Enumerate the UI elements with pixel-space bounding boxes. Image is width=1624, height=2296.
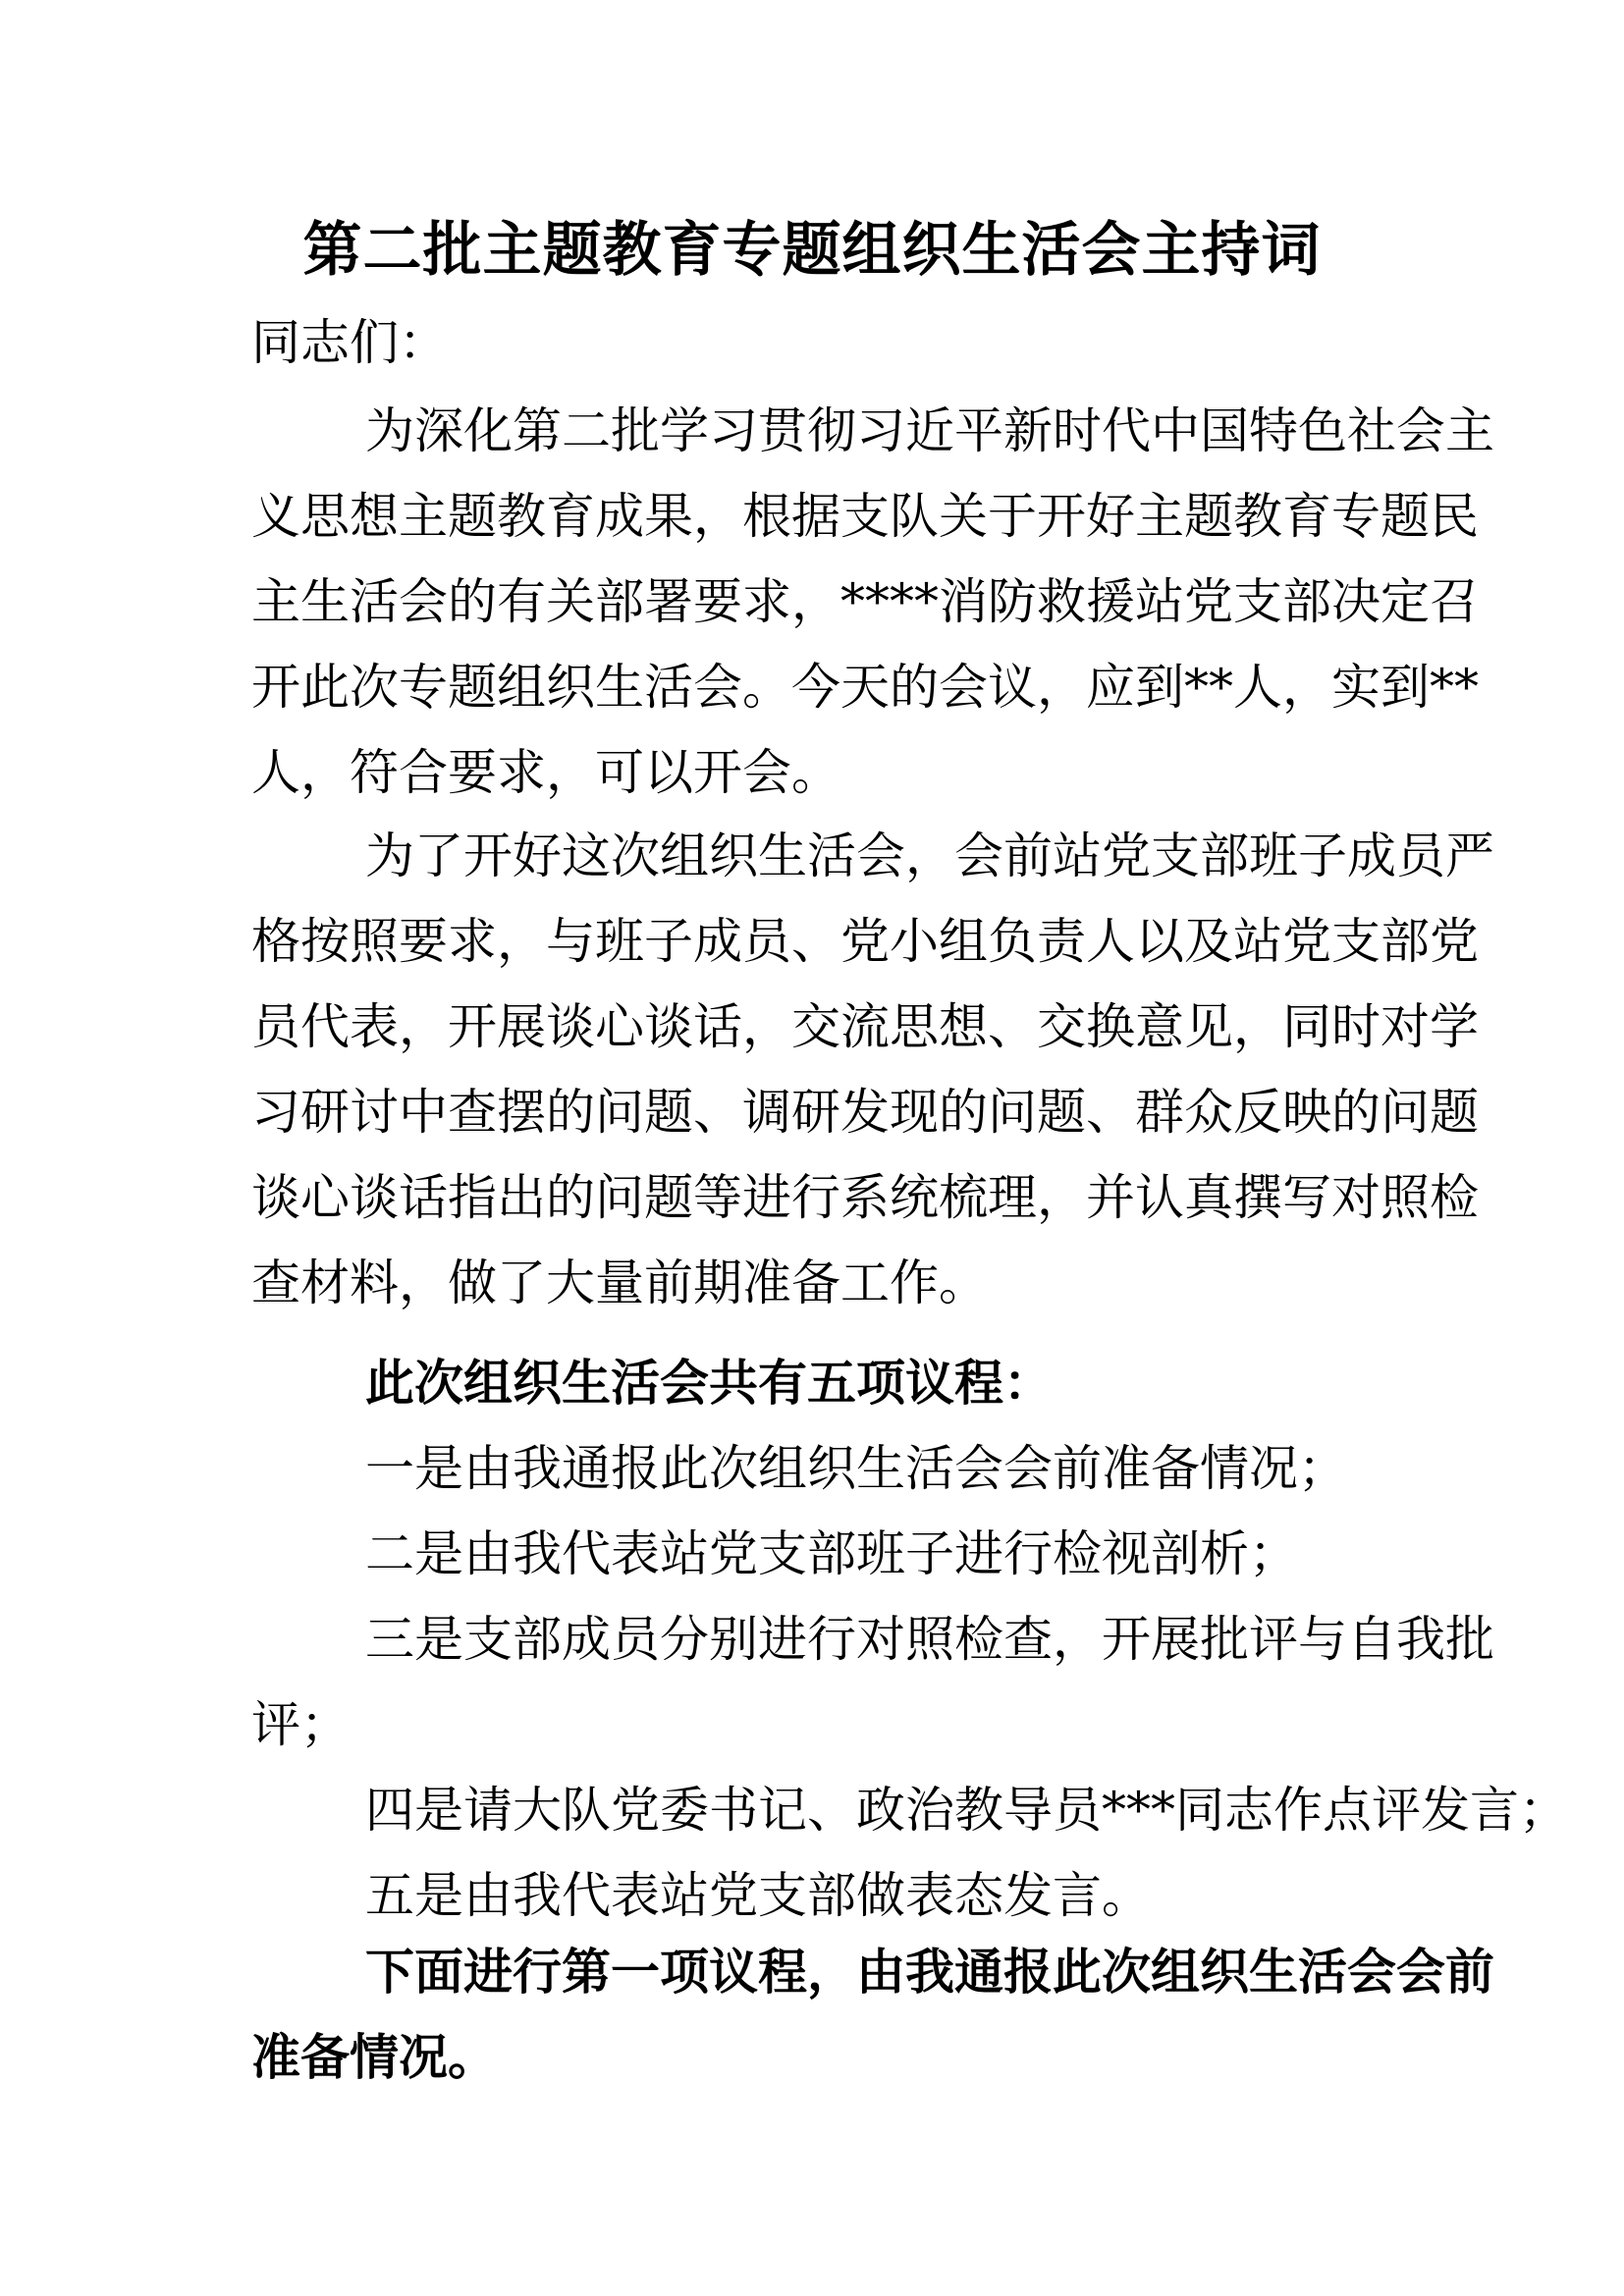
paragraph-line: 谈心谈话指出的问题等进行系统梳理，并认真撰写对照检	[251, 1169, 1479, 1226]
agenda-item: 五是由我代表站党支部做表态发言。	[365, 1867, 1151, 1924]
paragraph-line: 主生活会的有关部署要求，****消防救援站党支部决定召	[251, 573, 1479, 630]
agenda-section	[251, 1341, 1568, 1939]
paragraph-line: 人，符合要求，可以开会。	[251, 744, 840, 801]
agenda-item: 四是请大队党委书记、政治教导员***同志作点评发言；	[365, 1782, 1568, 1839]
agenda-item: 三是支部成员分别进行对照检查，开展批评与自我批	[365, 1611, 1494, 1668]
agenda-item: 二是由我代表站党支部班子进行检视剖析；	[365, 1525, 1298, 1582]
paragraph-line: 员代表，开展谈心谈话，交流思想、交换意见，同时对学	[251, 998, 1479, 1055]
paragraph-2	[251, 814, 1494, 1326]
closing-paragraph	[251, 1930, 1494, 2101]
paragraph-1	[251, 389, 1494, 816]
paragraph-line: 为了开好这次组织生活会，会前站党支部班子成员严	[365, 828, 1494, 884]
paragraph-line: 查材料，做了大量前期准备工作。	[251, 1255, 988, 1311]
closing-line: 下面进行第一项议程，由我通报此次组织生活会会前	[365, 1944, 1494, 2001]
document-title: 第二批主题教育专题组织生活会主持词	[302, 216, 1322, 285]
agenda-heading: 此次组织生活会共有五项议程：	[365, 1355, 1053, 1412]
paragraph-line: 格按照要求，与班子成员、党小组负责人以及站党支部党	[251, 913, 1479, 970]
salutation: 同志们：	[251, 314, 448, 371]
agenda-item: 一是由我通报此次组织生活会会前准备情况；	[365, 1440, 1347, 1497]
closing-line: 准备情况。	[251, 2029, 497, 2086]
paragraph-line: 为深化第二批学习贯彻习近平新时代中国特色社会主	[365, 402, 1494, 459]
agenda-item-continued: 评；	[251, 1696, 350, 1753]
salutation-block	[251, 300, 1390, 386]
paragraph-line: 义思想主题教育成果，根据支队关于开好主题教育专题民	[251, 488, 1479, 545]
paragraph-line: 习研讨中查摆的问题、调研发现的问题、群众反映的问题	[251, 1084, 1479, 1141]
paragraph-line: 开此次专题组织生活会。今天的会议，应到**人，实到**	[251, 659, 1479, 716]
